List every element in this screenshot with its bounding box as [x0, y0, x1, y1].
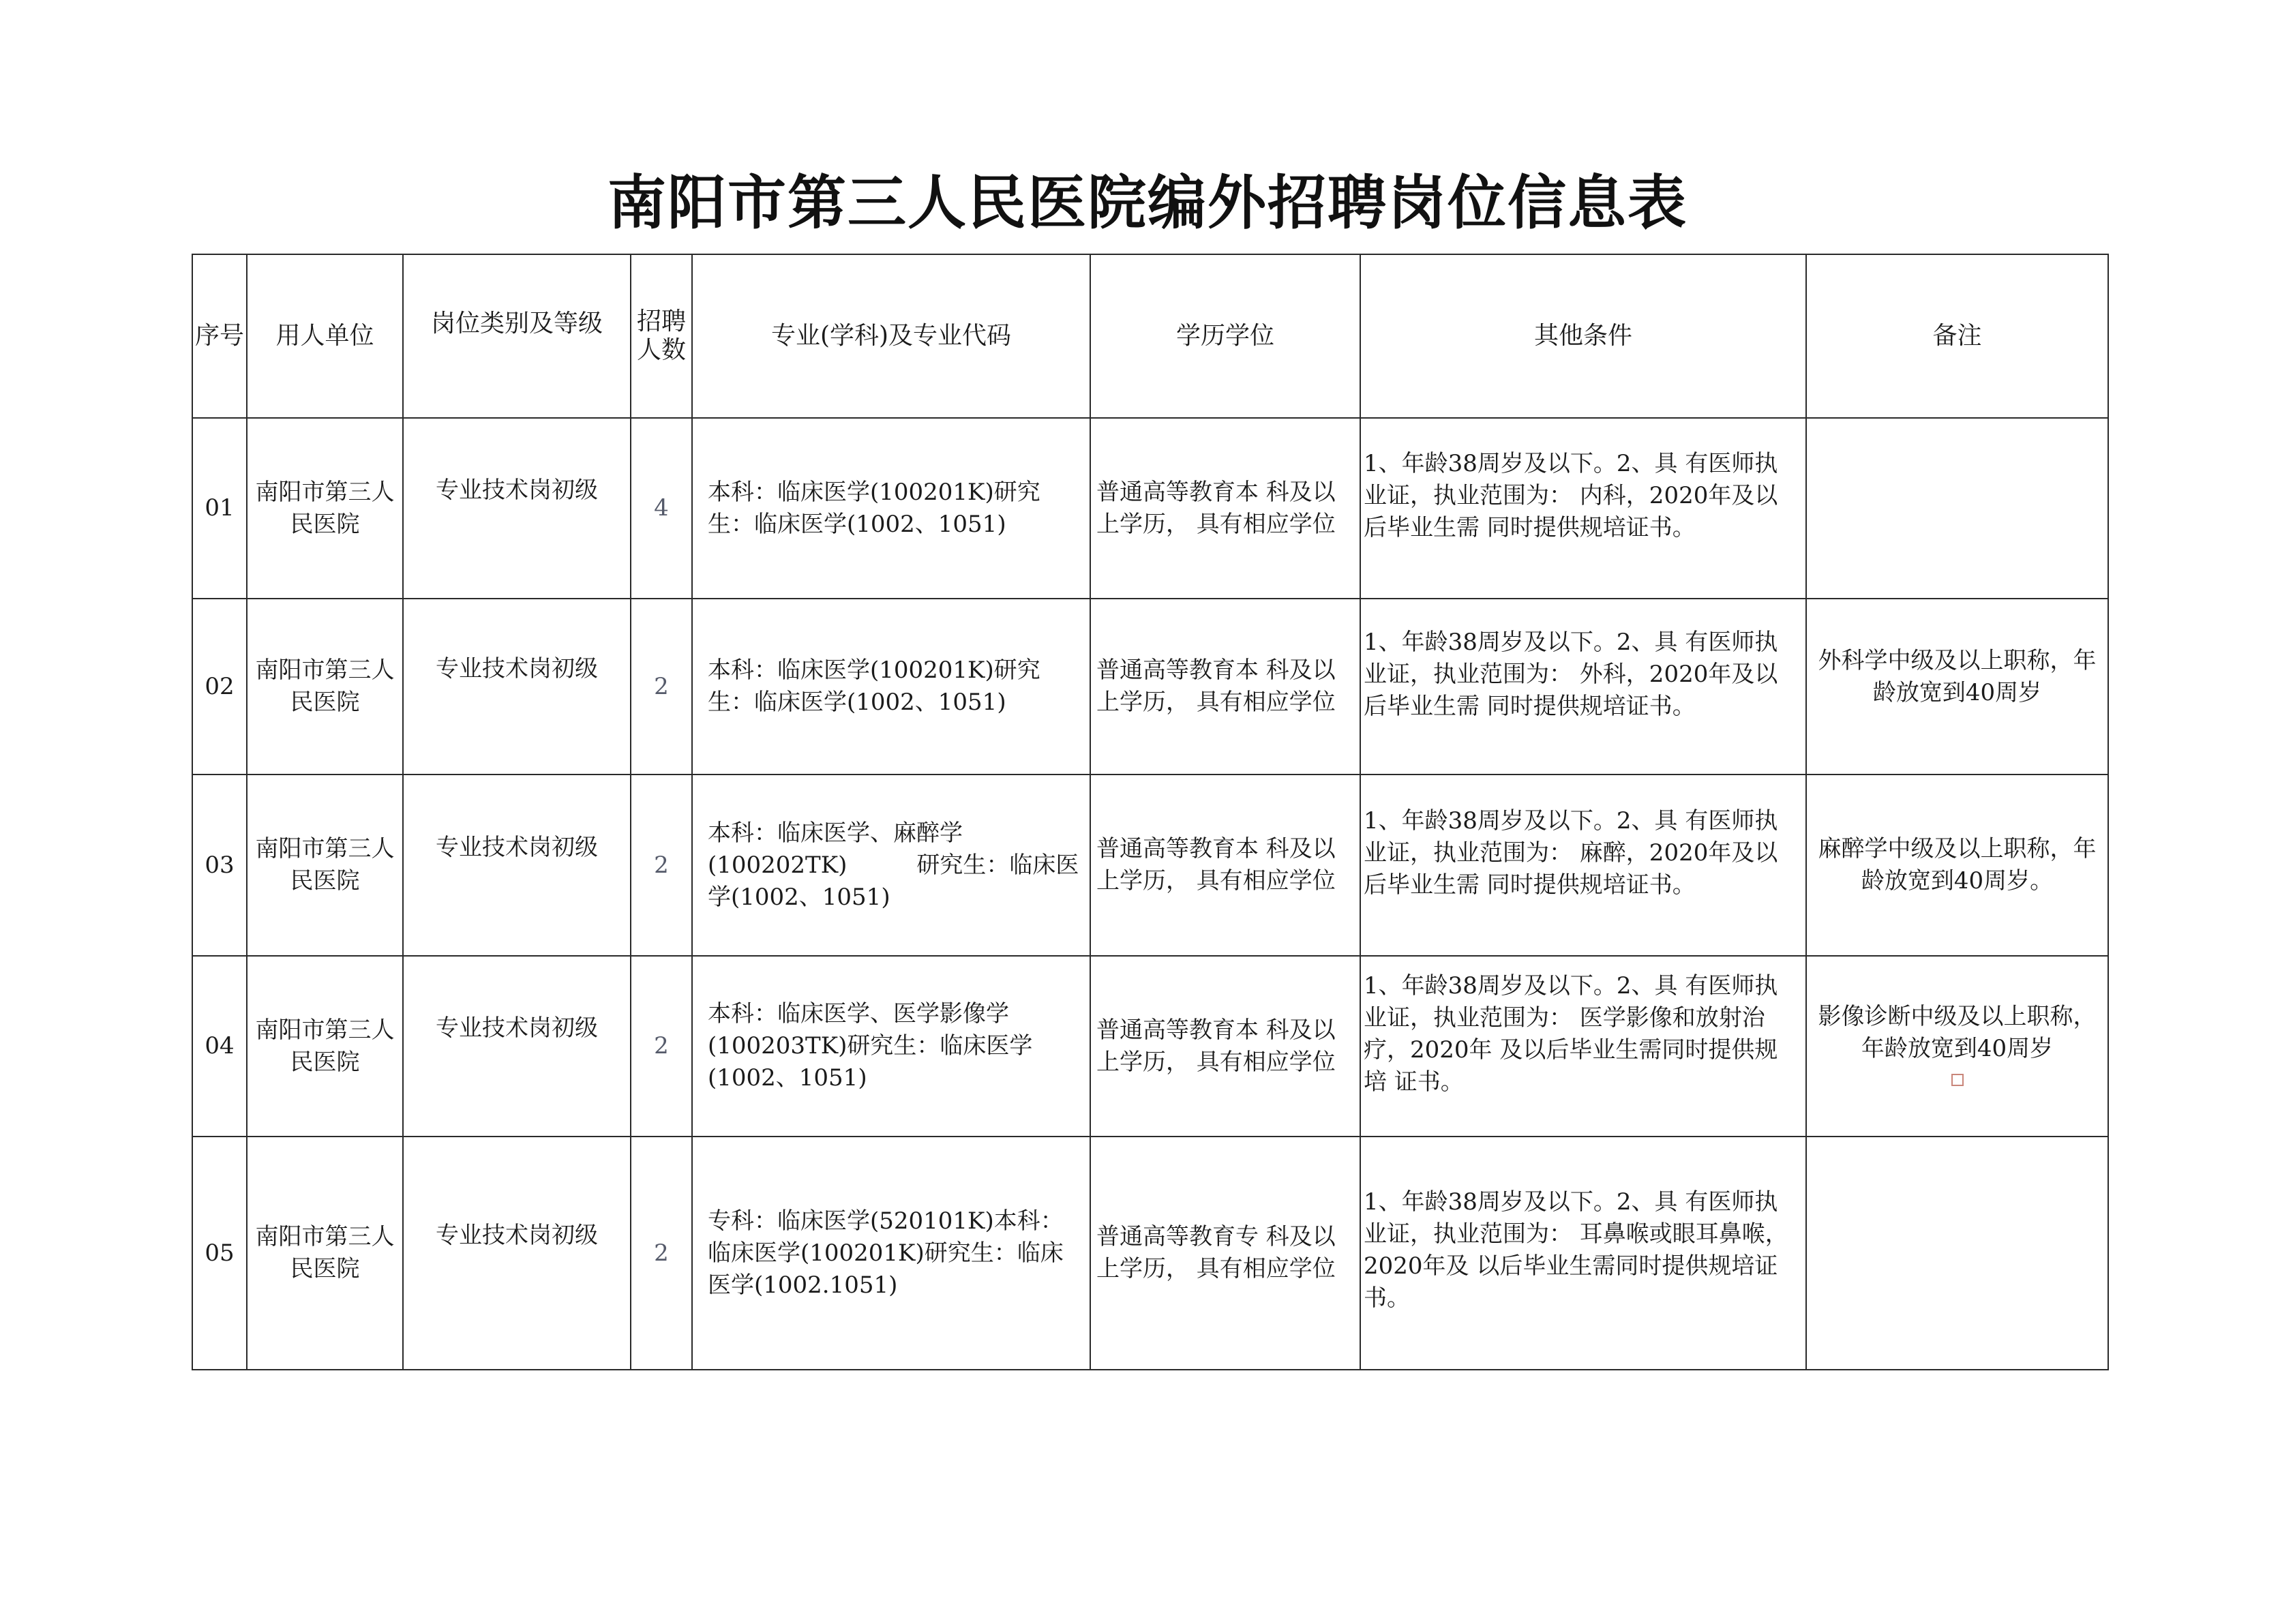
row-note: 麻醉学中级及以上职称，年龄放宽到40周岁。	[1806, 775, 2108, 956]
row-major: 专科：临床医学(520101K)本科：临床医学(100201K)研究生：临床医学(1002.1051)	[692, 1137, 1090, 1370]
page-title: 南阳市第三人民医院编外招聘岗位信息表	[608, 168, 1687, 237]
row-edu: 普通高等教育本 科及以上学历， 具有相应学位	[1090, 956, 1360, 1137]
row-count: 2	[631, 956, 692, 1137]
table-row	[192, 599, 2108, 775]
row-count: 4	[631, 418, 692, 599]
row-cond-text: 1、年龄38周岁及以下。2、具 有医师执业证，执业范围为： 外科，2020年及以后毕业生需 同时提供规培证书。	[1364, 628, 1778, 720]
header-major: 专业(学科)及专业代码	[692, 254, 1090, 418]
row-post-label: 专业技术岗初级	[436, 477, 598, 504]
row-post-label: 专业技术岗初级	[436, 1014, 598, 1042]
row-post-label: 专业技术岗初级	[436, 1221, 598, 1249]
row-count: 2	[631, 599, 692, 775]
row-count: 2	[631, 1137, 692, 1370]
row-seq: 01	[192, 418, 247, 599]
row-cond-text: 1、年龄38周岁及以下。2、具 有医师执业证，执业范围为： 内科，2020年及以后毕业生需 同时提供规培证书。	[1364, 450, 1778, 541]
row-major: 本科：临床医学(100201K)研究生：临床医学(1002、1051)	[692, 418, 1090, 599]
header-post-label: 岗位类别及等级	[430, 310, 603, 337]
row-seq: 03	[192, 775, 247, 956]
header-cond: 其他条件	[1360, 254, 1806, 418]
row-cond	[1360, 956, 1806, 1137]
row-cond-text: 1、年龄38周岁及以下。2、具 有医师执业证，执业范围为： 医学影像和放射治疗，2020年 及以后毕业生需同时提供规培 证书。	[1364, 972, 1778, 1096]
row-unit: 南阳市第三人民医院	[247, 1137, 403, 1370]
row-post	[403, 775, 631, 956]
row-note-text: 影像诊断中级及以上职称，年龄放宽到40周岁	[1818, 1002, 2097, 1062]
row-major: 本科：临床医学(100201K)研究生：临床医学(1002、1051)	[692, 599, 1090, 775]
row-post	[403, 599, 631, 775]
row-edu: 普通高等教育本 科及以上学历， 具有相应学位	[1090, 775, 1360, 956]
row-unit: 南阳市第三人民医院	[247, 418, 403, 599]
header-edu: 学历学位	[1090, 254, 1360, 418]
table-row	[192, 775, 2108, 956]
row-post	[403, 956, 631, 1137]
row-unit: 南阳市第三人民医院	[247, 599, 403, 775]
row-post	[403, 418, 631, 599]
row-note	[1806, 418, 2108, 599]
row-post	[403, 1137, 631, 1370]
row-major: 本科：临床医学、医学影像学(100203TK)研究生：临床医学(1002、1051)	[692, 956, 1090, 1137]
row-post-label: 专业技术岗初级	[436, 833, 598, 861]
row-cond-text: 1、年龄38周岁及以下。2、具 有医师执业证，执业范围为： 麻醉，2020年及以后毕业生需 同时提供规培证书。	[1364, 807, 1778, 899]
row-note	[1806, 599, 2108, 775]
table-row	[192, 1137, 2108, 1370]
header-unit: 用人单位	[247, 254, 403, 418]
row-note	[1806, 956, 2108, 1137]
row-seq: 04	[192, 956, 247, 1137]
row-cond	[1360, 775, 1806, 956]
header-note: 备注	[1806, 254, 2108, 418]
row-edu: 普通高等教育本 科及以上学历， 具有相应学位	[1090, 599, 1360, 775]
header-seq: 序号	[192, 254, 247, 418]
row-cond	[1360, 418, 1806, 599]
header-post	[403, 254, 631, 418]
table-row	[192, 956, 2108, 1137]
row-cond-text: 1、年龄38周岁及以下。2、具 有医师执业证，执业范围为： 耳鼻喉或眼耳鼻喉，2020年及 以后毕业生需同时提供规培证 书。	[1364, 1188, 1788, 1312]
row-note	[1806, 1137, 2108, 1370]
row-unit: 南阳市第三人民医院	[247, 775, 403, 956]
row-unit: 南阳市第三人民医院	[247, 956, 403, 1137]
recruitment-table	[192, 254, 2109, 1370]
row-note-text: 外科学中级及以上职称，年龄放宽到40周岁	[1818, 647, 2097, 706]
row-edu: 普通高等教育本 科及以上学历， 具有相应学位	[1090, 418, 1360, 599]
checkbox-mark-icon	[1951, 1074, 1964, 1086]
table-row	[192, 418, 2108, 599]
row-count: 2	[631, 775, 692, 956]
row-post-label: 专业技术岗初级	[436, 655, 598, 682]
row-cond	[1360, 599, 1806, 775]
row-seq: 05	[192, 1137, 247, 1370]
row-cond	[1360, 1137, 1806, 1370]
row-seq: 02	[192, 599, 247, 775]
header-count: 招聘人数	[631, 254, 692, 418]
row-major: 本科：临床医学、麻醉学(100202TK) 研究生：临床医学(1002、1051)	[692, 775, 1090, 956]
row-edu: 普通高等教育专 科及以上学历， 具有相应学位	[1090, 1137, 1360, 1370]
header-row	[192, 254, 2108, 418]
